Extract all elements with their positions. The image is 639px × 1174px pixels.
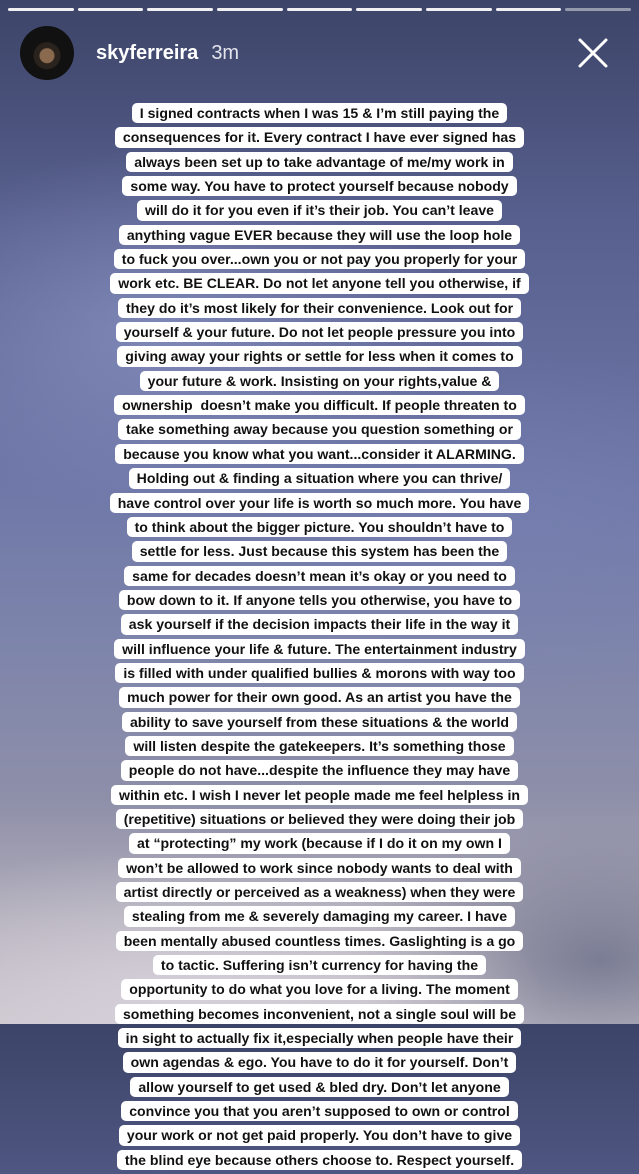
- caption-line: at “protecting” my work (because if I do it on my own I: [129, 833, 510, 853]
- caption-line: own agendas & ego. You have to do it for yourself. Don’t: [123, 1052, 517, 1072]
- caption-line: will influence your life & future. The entertainment industry: [114, 639, 525, 659]
- story-progress-segment: [356, 8, 422, 11]
- story-progress-segment: [78, 8, 144, 11]
- caption-line: ownership doesn’t make you difficult. If people threaten to: [114, 395, 525, 415]
- caption-line: because you know what you want...consider it ALARMING.: [115, 444, 524, 464]
- caption-line: something becomes inconvenient, not a single soul will be: [115, 1004, 524, 1024]
- caption-line: to tactic. Suffering isn’t currency for having the: [153, 955, 486, 975]
- caption-line: yourself & your future. Do not let people pressure you into: [116, 322, 524, 342]
- caption-line: consequences for it. Every contract I have ever signed has: [115, 127, 524, 147]
- story-progress-segment: [8, 8, 74, 11]
- caption-line: some way. You have to protect yourself because nobody: [122, 176, 516, 196]
- caption-line: will listen despite the gatekeepers. It’s something those: [125, 736, 513, 756]
- story-caption: [0, 103, 639, 1174]
- story-progress-segment: [565, 8, 631, 11]
- caption-line: to think about the bigger picture. You shouldn’t have to: [127, 517, 513, 537]
- caption-line: take something away because you question something or: [118, 419, 521, 439]
- caption-line: within etc. I wish I never let people made me feel helpless in: [111, 785, 528, 805]
- caption-line: I signed contracts when I was 15 & I’m still paying the: [132, 103, 507, 123]
- caption-line: Holding out & finding a situation where you can thrive/: [129, 468, 511, 488]
- story-progress-segment: [147, 8, 213, 11]
- caption-line: won’t be allowed to work since nobody wants to deal with: [118, 858, 521, 878]
- caption-line: ask yourself if the decision impacts their life in the way it: [121, 614, 518, 634]
- caption-line: (repetitive) situations or believed they were doing their job: [116, 809, 524, 829]
- caption-line: in sight to actually fix it,especially when people have their: [118, 1028, 522, 1048]
- caption-line: opportunity to do what you love for a living. The moment: [121, 979, 518, 999]
- caption-line: your work or not get paid properly. You don’t have to give: [119, 1125, 520, 1145]
- caption-line: anything vague EVER because they will use the loop hole: [119, 225, 520, 245]
- caption-line: your future & work. Insisting on your rights,value &: [140, 371, 500, 391]
- avatar[interactable]: [20, 26, 74, 80]
- caption-line: allow yourself to get used & bled dry. Don’t let anyone: [130, 1077, 508, 1097]
- caption-line: much power for their own good. As an artist you have the: [119, 687, 520, 707]
- caption-line: same for decades doesn’t mean it’s okay or you need to: [124, 566, 515, 586]
- caption-line: will do it for you even if it’s their job. You can’t leave: [137, 200, 502, 220]
- caption-line: convince you that you aren’t supposed to own or control: [121, 1101, 518, 1121]
- caption-line: settle for less. Just because this system has been the: [132, 541, 508, 561]
- caption-line: ability to save yourself from these situations & the world: [122, 712, 517, 732]
- caption-line: they do it’s most likely for their convenience. Look out for: [118, 298, 521, 318]
- close-icon[interactable]: [577, 37, 609, 69]
- caption-line: the blind eye because others choose to. Respect yourself.: [117, 1150, 522, 1170]
- story-header: [20, 26, 625, 80]
- story-progress-bar: [8, 8, 631, 11]
- caption-line: bow down to it. If anyone tells you otherwise, you have to: [119, 590, 520, 610]
- caption-line: work etc. BE CLEAR. Do not let anyone tell you otherwise, if: [110, 273, 529, 293]
- caption-line: stealing from me & severely damaging my career. I have: [124, 906, 515, 926]
- caption-line: been mentally abused countless times. Gaslighting is a go: [116, 931, 524, 951]
- story-progress-segment: [287, 8, 353, 11]
- caption-line: artist directly or perceived as a weakness) when they were: [116, 882, 524, 902]
- caption-line: giving away your rights or settle for less when it comes to: [117, 346, 521, 366]
- caption-line: people do not have...despite the influence they may have: [121, 760, 518, 780]
- caption-line: always been set up to take advantage of me/my work in: [126, 152, 512, 172]
- post-time: 3m: [211, 41, 240, 64]
- caption-line: is filled with under qualified bullies & morons with way too: [115, 663, 523, 683]
- story-progress-segment: [217, 8, 283, 11]
- caption-line: have control over your life is worth so much more. You have: [110, 493, 530, 513]
- username[interactable]: skyferreira: [96, 41, 199, 64]
- story-progress-segment: [496, 8, 562, 11]
- story-progress-segment: [426, 8, 492, 11]
- caption-line: to fuck you over...own you or not pay you properly for your: [114, 249, 525, 269]
